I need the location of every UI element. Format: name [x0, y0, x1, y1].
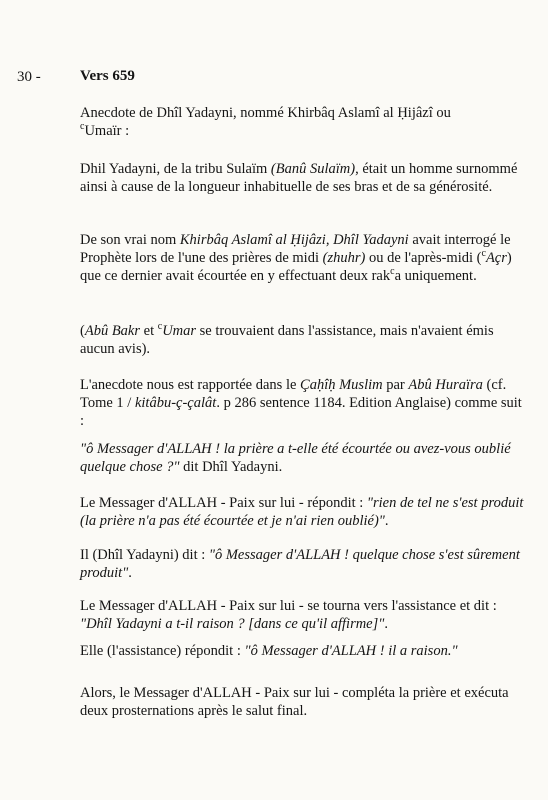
- ayn-mark: c: [80, 121, 85, 132]
- text-segment: Le Messager d'ALLAH - Paix sur lui - se tourna vers l'assistance et dit :: [80, 598, 497, 614]
- text-segment-italic: Umar: [162, 323, 197, 339]
- paragraph-real-name: [80, 231, 528, 285]
- ayn-mark: c: [390, 266, 395, 277]
- text-segment: (: [80, 323, 85, 339]
- text-segment: De son vrai nom: [80, 232, 180, 248]
- paragraph-tribe: [80, 160, 528, 196]
- text-segment: , était un homme surnommé ainsi à cause de la longueur inhabituelle de ses bras et de sa générosité.: [80, 161, 518, 195]
- page-number: 30 -: [17, 69, 41, 85]
- text-segment: .: [128, 565, 132, 581]
- text-segment-italic: "rien de tel ne s'est produit (la prière n'a pas été écourtée et je n'ai rien oublié)": [80, 495, 524, 529]
- text-segment: .: [384, 513, 389, 529]
- text-segment: ) que ce dernier avait écourtée en y effectuant deux rak: [80, 250, 512, 284]
- ayn-mark: c: [481, 248, 486, 259]
- text-segment-italic: "ô Messager d'ALLAH ! il a raison.": [244, 643, 458, 659]
- paragraph-confirm: [80, 642, 528, 660]
- text-segment: Dhil Yadayni, de la tribu Sulaïm: [80, 161, 271, 177]
- paragraph-turn: [80, 597, 528, 633]
- text-segment: . p 286 sentence 1184. Edition Anglaise) comme suit :: [80, 395, 522, 429]
- text-segment-italic: Khirbâq Aslamî al Ḥijâzi, Dhîl Yadayni: [179, 232, 409, 248]
- verse-title: Vers 659: [80, 68, 135, 84]
- text-segment: Il (Dhîl Yadayni) dit :: [80, 547, 209, 563]
- intro-line-2: Umaïr :: [84, 123, 130, 139]
- text-segment: Elle (l'assistance) répondit :: [80, 643, 245, 659]
- text-segment-italic: "ô Messager d'ALLAH ! la prière a t-elle été écourtée ou avez-vous oublié quelque chose ?": [80, 441, 511, 475]
- text-segment: a uniquement.: [394, 268, 477, 284]
- text-segment: se trouvaient dans l'assistance, mais n'avaient émis aucun avis).: [80, 323, 494, 357]
- text-segment-italic: "Dhîl Yadayni a t-il raison ? [dans ce qu'il affirme]": [80, 616, 385, 632]
- text-segment-italic: (Banû Sulaïm): [270, 161, 356, 177]
- text-segment-italic: Açr: [485, 250, 507, 266]
- paragraph-conclusion: [80, 684, 528, 720]
- text-segment-italic: (zhuhr): [322, 250, 366, 266]
- text-segment: avait interrogé le Prophète lors de l'une des prières de midi: [80, 232, 511, 266]
- paragraph-source: [80, 376, 528, 430]
- text-segment-italic: kitâbu-ç-çalât: [134, 395, 217, 411]
- text-segment: dit Dhîl Yadayni.: [179, 459, 283, 475]
- ayn-mark: c: [157, 321, 163, 332]
- text-segment: (cf. Tome 1 /: [80, 377, 507, 411]
- paragraph-reply: [80, 494, 528, 530]
- text-segment: .: [384, 616, 388, 632]
- text-segment: L'anecdote nous est rapportée dans le: [80, 377, 301, 393]
- intro-line-1: Anecdote de Dhîl Yadayni, nommé Khirbâq Aslamî al Ḥijâzî ou: [80, 105, 451, 121]
- text-segment-italic: "ô Messager d'ALLAH ! quelque chose s'est sûrement produit": [80, 547, 520, 581]
- paragraph-insist: [80, 546, 528, 582]
- text-segment: et: [140, 323, 158, 339]
- text-segment: par: [382, 377, 409, 393]
- text-segment: Alors, le Messager d'ALLAH - Paix sur lui - compléta la prière et exécuta deux prosternations après le salut final.: [80, 685, 509, 719]
- text-segment-italic: Çaḥîḥ Muslim: [300, 377, 383, 393]
- text-segment-italic: Abû Huraïra: [408, 377, 483, 393]
- text-segment: Le Messager d'ALLAH - Paix sur lui - répondit :: [80, 495, 367, 511]
- paragraph-assistance: [80, 322, 528, 358]
- paragraph-question: [80, 440, 528, 476]
- text-segment-italic: Abû Bakr: [84, 323, 141, 339]
- paragraph-intro: [80, 104, 528, 140]
- text-segment: ou de l'après-midi (: [365, 250, 482, 266]
